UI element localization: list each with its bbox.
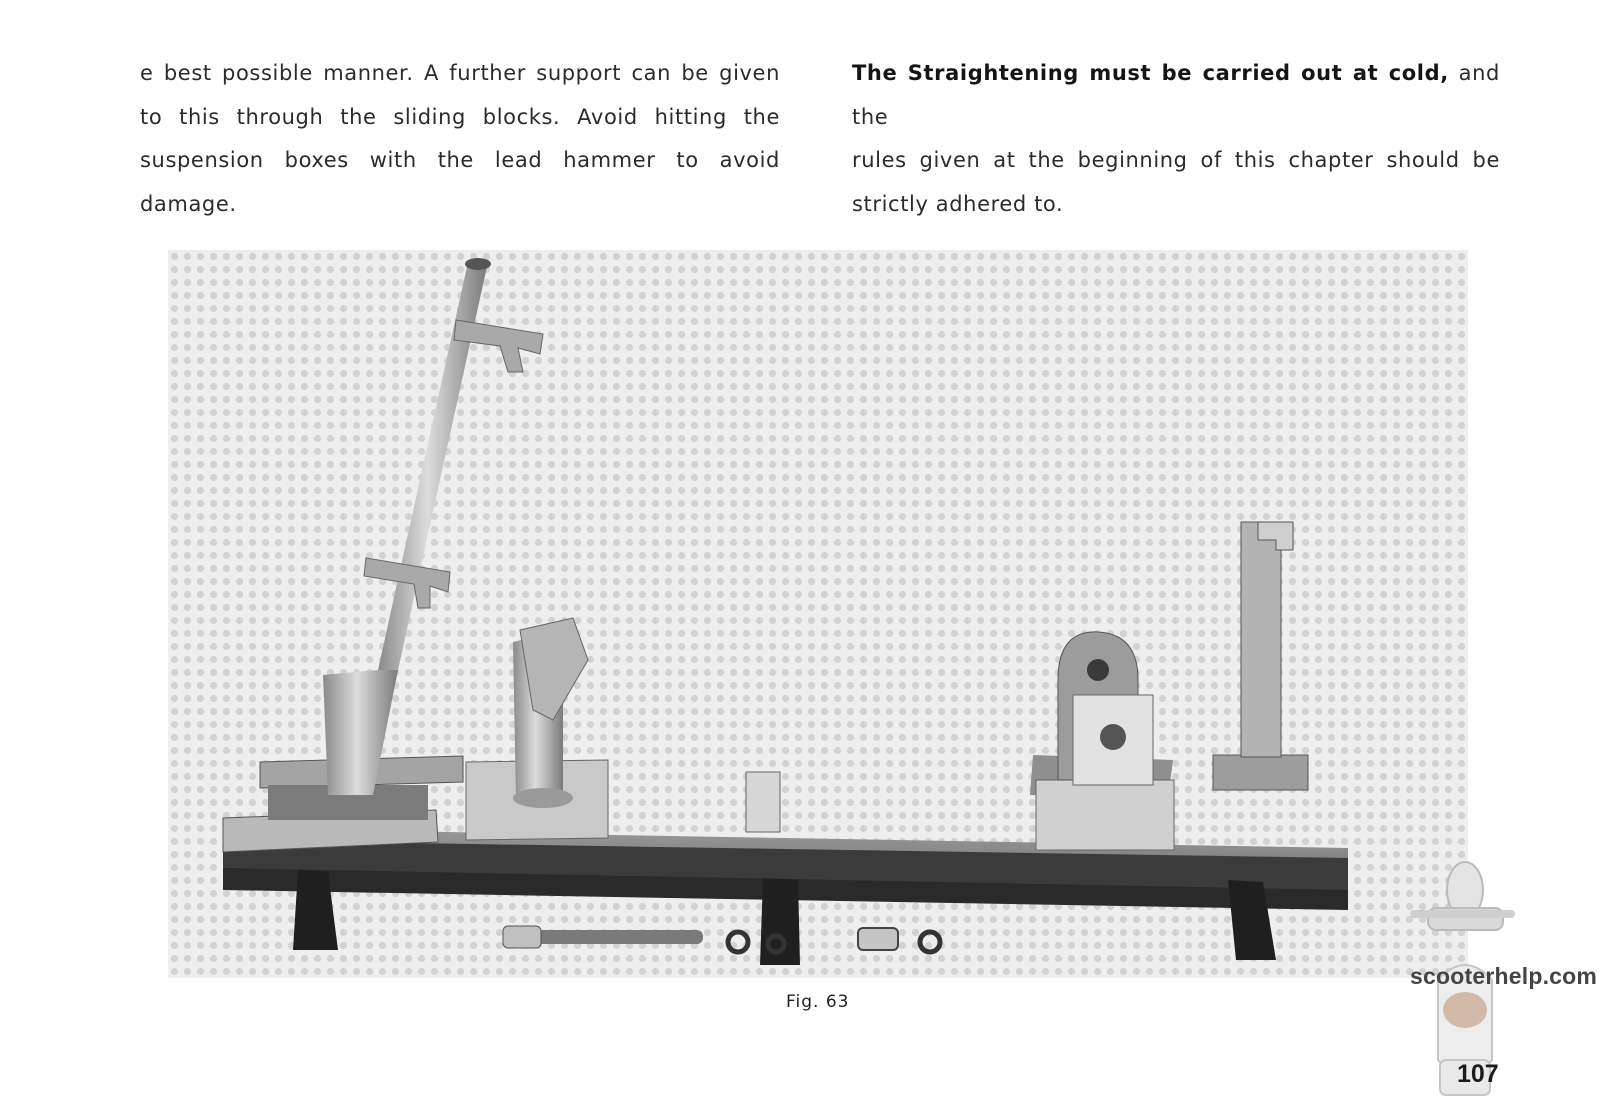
left-line-3: suspension boxes with the lead hammer to avoid damage. (140, 148, 780, 216)
page-number: 107 (1457, 1060, 1499, 1088)
bold-instruction: The Straightening must be carried out at cold, (852, 61, 1449, 85)
left-line-2: to this through the sliding blocks. Avoid hitting the (140, 104, 780, 129)
right-line-1-rest: and the (852, 61, 1500, 129)
left-text-column (140, 52, 780, 226)
watermark-text: scooterhelp.com (1410, 963, 1598, 989)
figure-caption: Fig. 63 (786, 992, 850, 1012)
right-line-1 (852, 52, 1500, 139)
center-spacer-block (746, 772, 780, 832)
left-line-1: e best possible manner. A further support can be given (140, 61, 780, 85)
fixture-photo (168, 250, 1468, 978)
right-text-column (852, 52, 1500, 226)
straightening-jig-illustration (168, 250, 1468, 978)
right-line-2: rules given at the beginning of this chapter should be (852, 148, 1500, 172)
right-line-3: strictly adhered to. (852, 191, 1064, 216)
